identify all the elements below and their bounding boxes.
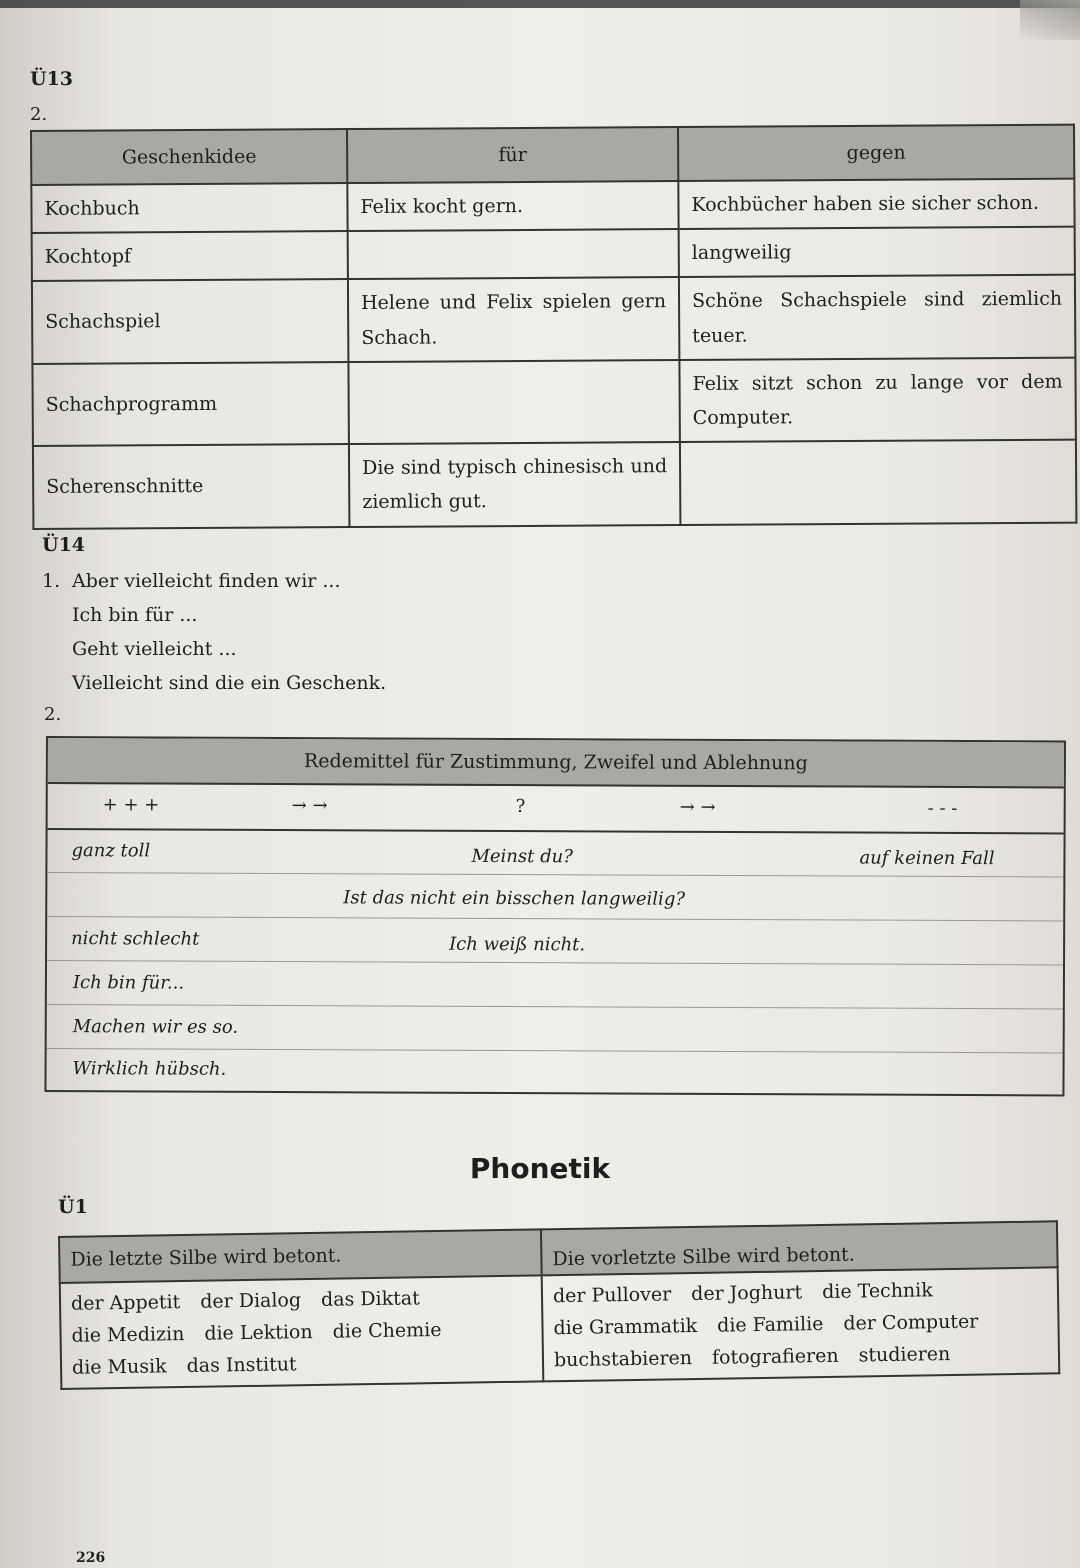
ruled-line bbox=[47, 1004, 1063, 1009]
phrases-table-title: Redemittel für Zustimmung, Zweifel und Ablehnung bbox=[48, 738, 1064, 788]
word: die Technik bbox=[821, 1279, 933, 1304]
cell-idea: Schachspiel bbox=[32, 279, 348, 363]
cell-against: Schöne Schachspiele sind ziemlich teuer. bbox=[679, 275, 1075, 360]
scale-doubt: ? bbox=[515, 796, 526, 818]
word: die Familie bbox=[717, 1312, 824, 1337]
cell-for: Felix kocht gern. bbox=[347, 181, 678, 231]
stress-penultimate-words bbox=[542, 1267, 1060, 1381]
stress-penultimate-header: Die vorletzte Silbe wird betont. bbox=[541, 1221, 1058, 1275]
cell-against bbox=[680, 440, 1076, 525]
col-header-idea: Geschenkidee bbox=[31, 129, 347, 185]
phrase-ganz-toll: ganz toll bbox=[71, 840, 151, 862]
phrases-table bbox=[44, 736, 1066, 1096]
phrase-auf-keinen-fall: auf keinen Fall bbox=[859, 847, 995, 870]
stress-last-words bbox=[60, 1275, 544, 1389]
page-number: 226 bbox=[76, 1550, 106, 1566]
cell-against: Kochbücher haben sie sicher schon. bbox=[678, 179, 1074, 230]
phonetik-exercise-heading: Ü1 bbox=[58, 1196, 88, 1218]
cell-for: Die sind typisch chinesisch und ziemlich gut. bbox=[349, 442, 680, 526]
list-item: Geht vielleicht ... bbox=[72, 638, 237, 660]
gift-ideas-table bbox=[30, 124, 1077, 530]
table-row bbox=[33, 440, 1076, 529]
agreement-scale bbox=[48, 784, 1064, 834]
cell-for bbox=[348, 229, 679, 279]
word: das Diktat bbox=[320, 1287, 420, 1311]
word: der Dialog bbox=[200, 1289, 302, 1313]
scale-disagree: → → bbox=[679, 796, 716, 818]
list-item: Ich bin für ... bbox=[72, 604, 198, 626]
exercise-14-heading: Ü14 bbox=[42, 534, 86, 556]
ruled-line bbox=[47, 916, 1063, 921]
word: die Chemie bbox=[332, 1318, 442, 1343]
section-title-phonetik: Phonetik bbox=[469, 1152, 611, 1185]
word: fotografieren bbox=[711, 1344, 839, 1369]
phrase-weiss-nicht: Ich weiß nicht. bbox=[449, 933, 586, 956]
word: der Pullover bbox=[552, 1283, 672, 1308]
page-corner-shadow bbox=[1020, 0, 1080, 40]
exercise-14-part1-list bbox=[72, 564, 386, 700]
scale-strong-agree: + + + bbox=[102, 794, 160, 816]
word: der Joghurt bbox=[691, 1281, 803, 1306]
exercise-13-number: 2. bbox=[30, 104, 48, 125]
word: studieren bbox=[858, 1343, 951, 1367]
phrase-nicht-schlecht: nicht schlecht bbox=[71, 928, 200, 950]
phrase-machen-wir: Machen wir es so. bbox=[72, 1016, 239, 1038]
top-edge-shadow bbox=[0, 0, 1080, 8]
word: die Medizin bbox=[71, 1323, 185, 1347]
table-row bbox=[32, 227, 1075, 282]
col-header-for: für bbox=[347, 127, 678, 183]
phrase-bin-fuer: Ich bin für... bbox=[72, 972, 185, 994]
table-row bbox=[32, 275, 1075, 364]
cell-against: Felix sitzt schon zu lange vor dem Computer. bbox=[679, 357, 1075, 442]
word: der Computer bbox=[843, 1310, 979, 1335]
cell-idea: Scherenschnitte bbox=[33, 444, 349, 528]
stress-last-header: Die letzte Silbe wird betont. bbox=[59, 1229, 542, 1283]
ruled-line bbox=[47, 1048, 1063, 1053]
phrase-huebsch: Wirklich hübsch. bbox=[72, 1058, 227, 1080]
exercise-14-part1-number: 1. bbox=[42, 570, 61, 592]
exercise-13-heading: Ü13 bbox=[30, 68, 74, 90]
word: die Grammatik bbox=[553, 1314, 698, 1340]
phrase-langweilig: Ist das nicht ein bisschen langweilig? bbox=[343, 887, 686, 910]
scale-agree: → → bbox=[291, 795, 328, 817]
word: buchstabieren bbox=[553, 1347, 693, 1372]
table-header-row bbox=[31, 125, 1074, 185]
phrase-meinst-du: Meinst du? bbox=[471, 845, 573, 868]
word: die Lektion bbox=[204, 1321, 313, 1345]
word: der Appetit bbox=[70, 1291, 181, 1315]
cell-idea: Schachprogramm bbox=[32, 362, 348, 446]
scale-strong-disagree: - - - bbox=[927, 797, 958, 819]
table-row bbox=[31, 179, 1074, 234]
col-header-against: gegen bbox=[678, 125, 1074, 181]
list-item: Vielleicht sind die ein Geschenk. bbox=[72, 672, 387, 694]
word: die Musik bbox=[71, 1355, 167, 1379]
ruled-line bbox=[47, 960, 1063, 965]
stress-table bbox=[58, 1220, 1060, 1390]
word: das Institut bbox=[186, 1353, 297, 1377]
table-row bbox=[32, 357, 1075, 446]
cell-against: langweilig bbox=[679, 227, 1075, 278]
cell-idea: Kochbuch bbox=[31, 183, 347, 233]
exercise-14-part2-number: 2. bbox=[44, 704, 62, 725]
ruled-line bbox=[47, 872, 1063, 877]
cell-idea: Kochtopf bbox=[32, 231, 348, 281]
list-item: Aber vielleicht finden wir ... bbox=[72, 570, 341, 592]
cell-for: Helene und Felix spielen gern Schach. bbox=[348, 277, 679, 361]
cell-for bbox=[348, 360, 679, 444]
